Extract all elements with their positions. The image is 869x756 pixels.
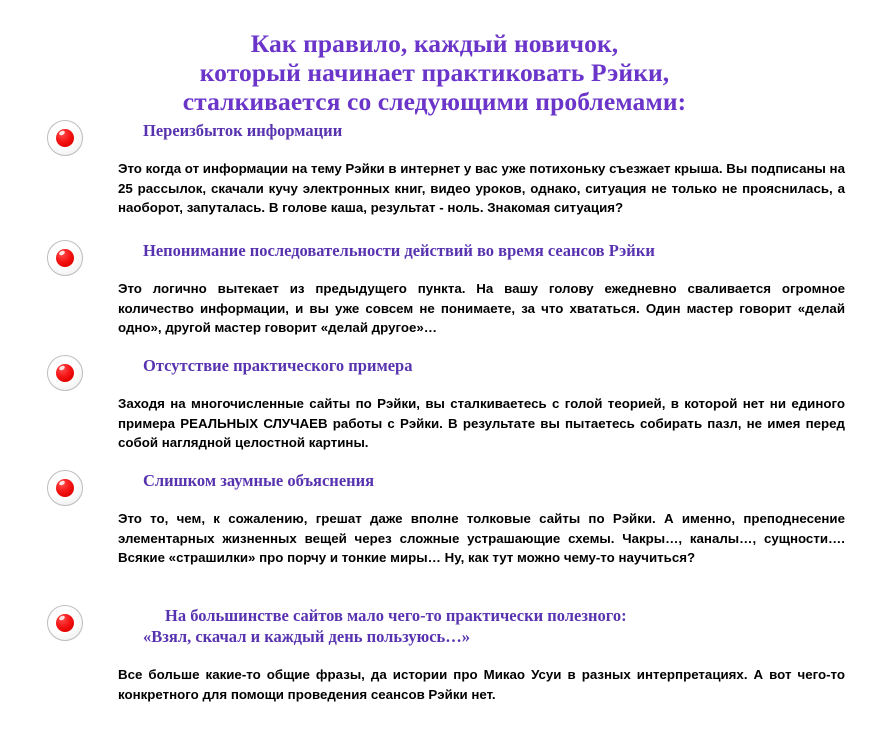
list-item (0, 240, 869, 355)
problem-title-line: Переизбыток информации (143, 121, 343, 140)
list-item (0, 470, 869, 605)
problem-title (118, 240, 845, 261)
problem-body: Это логично вытекает из предыдущего пункта. На вашу голову ежедневно сваливается огромное количество информации, и вы уже совсем не понимаете, за что хвататься. Один мастер говорит «делай одно», другой мастер говорит «делай другое»… (118, 281, 845, 335)
problem-title (118, 120, 845, 141)
red-ball-bullet-icon (47, 605, 83, 641)
problem-list (0, 120, 869, 715)
list-item (0, 120, 869, 240)
problem-title (118, 605, 845, 647)
problem-body: Это когда от информации на тему Рэйки в интернет у вас уже потихоньку съезжает крыша. Вы подписаны на 25 рассылок, скачали кучу электронных книг, видео уроков, однако, ситуация не только не прояснилась, а наоборот, запуталась. В голове каша, результат - ноль. Знакомая ситуация? (118, 161, 845, 215)
page-title-line-2: который начинает практиковать Рэйки, (199, 58, 670, 88)
problem-title-line: «Взял, скачал и каждый день пользуюсь…» (143, 627, 471, 646)
list-item (0, 355, 869, 470)
problem-title (118, 355, 845, 376)
problem-title-line: Отсутствие практического примера (143, 356, 413, 375)
problem-title-line: Слишком заумные объяснения (143, 471, 375, 490)
page-title-line-1: Как правило, каждый новичок, (250, 29, 619, 59)
problem-body: Заходя на многочисленные сайты по Рэйки, вы сталкиваетесь с голой теорией, в которой нет ни единого примера РЕАЛЬНЫХ СЛУЧАЕВ работы с Рэйки. В результате вы пытаетесь собирать пазл, не имея перед собой наглядной целостной картины. (118, 396, 845, 450)
problem-title (118, 470, 845, 491)
red-ball-bullet-icon (47, 470, 83, 506)
red-ball-bullet-icon (47, 120, 83, 156)
red-ball-bullet-icon (47, 240, 83, 276)
problem-title-line: Непонимание последовательности действий во время сеансов Рэйки (143, 241, 655, 260)
list-item (0, 605, 869, 715)
page-title (0, 29, 869, 116)
red-ball-bullet-icon (47, 355, 83, 391)
page-title-line-3: сталкивается со следующими проблемами: (182, 87, 687, 117)
problem-title-line: На большинстве сайтов мало чего-то практически полезного: (165, 606, 627, 625)
problem-body: Все больше какие-то общие фразы, да истории про Микао Усуи в разных интерпретациях. А вот чего-то конкретного для помощи проведения сеансов Рэйки нет. (118, 667, 845, 702)
problem-body: Это то, чем, к сожалению, грешат даже вполне толковые сайты по Рэйки. А именно, преподнесение элементарных жизненных вещей через сложные устрашающие схемы. Чакры…, каналы…, сущности…. Всякие «страшилки» про порчу и тонкие миры… Ну, как тут можно чему-то научиться? (118, 511, 845, 565)
